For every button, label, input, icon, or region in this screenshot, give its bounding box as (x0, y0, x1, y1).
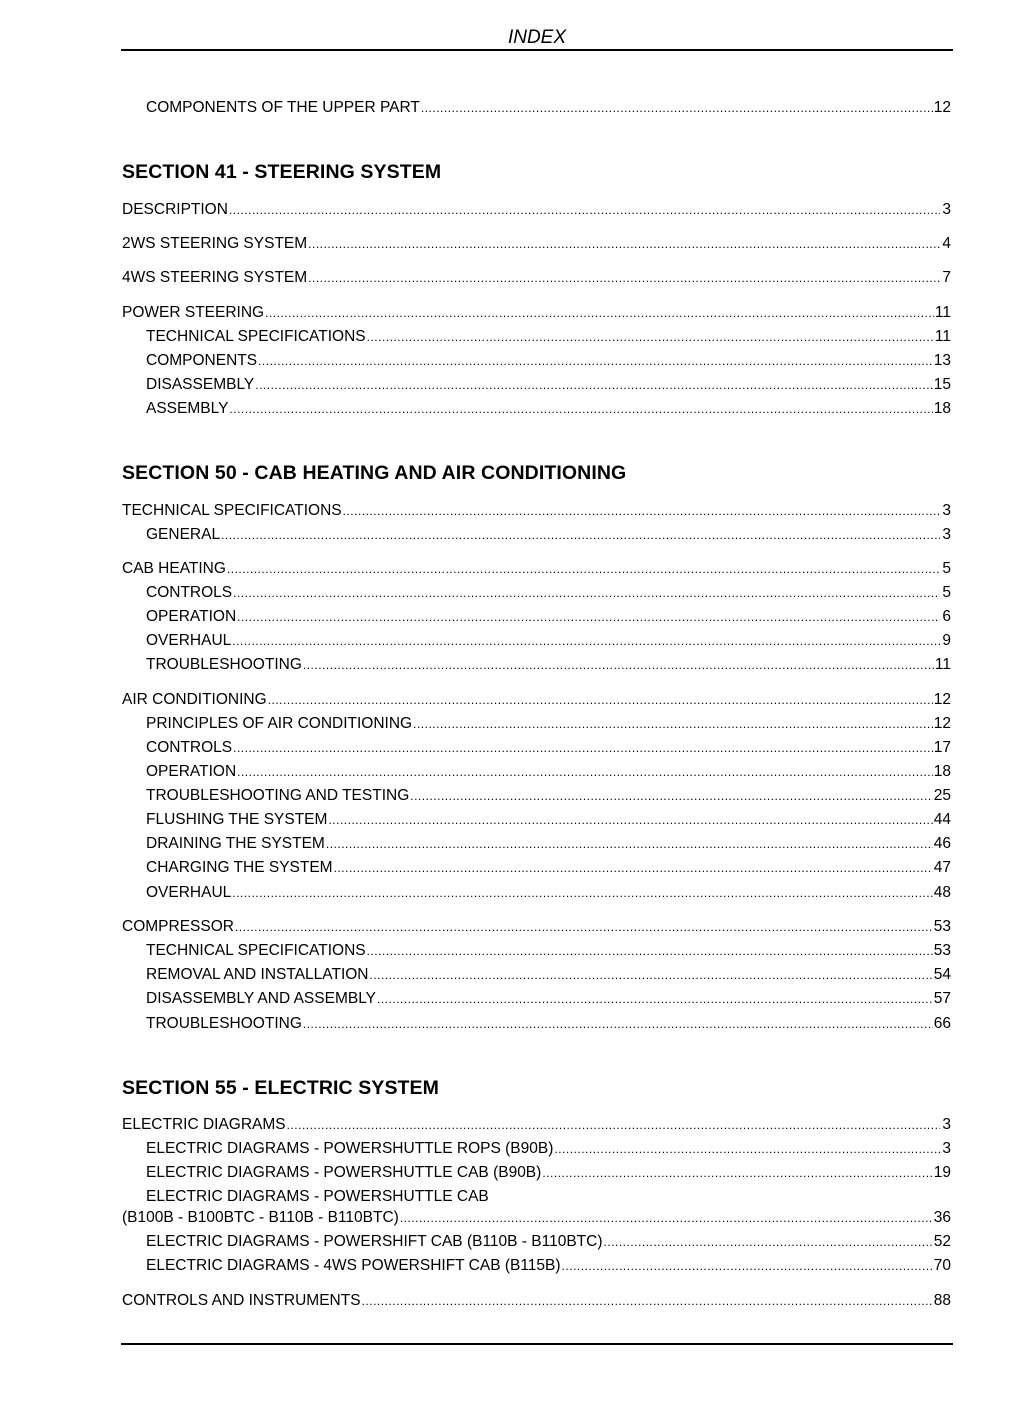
toc-entry-removal[interactable] (146, 966, 951, 984)
toc-entry-text: ELECTRIC DIAGRAMS - POWERSHUTTLE ROPS (B90B) (146, 1140, 554, 1157)
dot-leader (377, 990, 933, 1008)
toc-entry-assembly[interactable] (146, 400, 951, 418)
dot-leader (334, 859, 933, 877)
toc-entry-page: 48 (933, 884, 951, 901)
toc-entry-page: 53 (933, 942, 951, 959)
toc-entry-draining[interactable] (146, 835, 951, 853)
toc-entry-overhaul[interactable] (146, 884, 951, 902)
toc-entry-page: 13 (933, 352, 951, 369)
toc-entry-air-conditioning[interactable] (122, 691, 951, 709)
dot-leader (303, 1015, 933, 1033)
dot-leader (258, 352, 933, 370)
toc-entry-cab-heating[interactable] (122, 560, 951, 578)
toc-entry-text: DRAINING THE SYSTEM (146, 835, 325, 852)
dot-leader (232, 884, 932, 902)
toc-entry-page: 88 (933, 1292, 951, 1309)
toc-entry-text: REMOVAL AND INSTALLATION (146, 966, 369, 983)
dot-leader (233, 739, 933, 757)
toc-entry-page: 18 (933, 400, 951, 417)
toc-entry-text: COMPONENTS (146, 352, 258, 369)
toc-entry-page: 11 (934, 328, 951, 345)
toc-entry-page: 12 (933, 715, 951, 732)
dot-leader (235, 918, 933, 936)
toc-entry-flushing[interactable] (146, 811, 951, 829)
toc-entry-ed-cab-multi-line1[interactable]: ELECTRIC DIAGRAMS - POWERSHUTTLE CAB (146, 1188, 489, 1205)
toc-entry-text: COMPONENTS OF THE UPPER PART (146, 99, 420, 116)
toc-entry-page: 11 (934, 656, 951, 673)
toc-entry-2ws[interactable] (122, 235, 951, 253)
toc-entry-text: OPERATION (146, 763, 237, 780)
toc-entry-tech-spec[interactable] (146, 328, 951, 346)
toc-entry-page: 36 (933, 1209, 951, 1226)
toc-entry-page: 57 (933, 990, 951, 1007)
toc-entry-text: ELECTRIC DIAGRAMS - 4WS POWERSHIFT CAB (B115B) (146, 1257, 561, 1274)
toc-entry-disassembly[interactable] (146, 376, 951, 394)
dot-leader (410, 787, 932, 805)
dot-leader (362, 1292, 933, 1310)
dot-leader (221, 526, 940, 544)
dot-leader (237, 608, 940, 626)
dot-leader (233, 584, 940, 602)
toc-entry-text: OVERHAUL (146, 632, 232, 649)
toc-entry-page: 17 (933, 739, 951, 756)
toc-entry-page: 66 (933, 1015, 951, 1032)
toc-entry-ed-4ws[interactable] (146, 1257, 951, 1275)
toc-entry-ed-powershift[interactable] (146, 1233, 951, 1251)
toc-entry-text: COMPRESSOR (122, 918, 234, 935)
toc-entry-text: CONTROLS AND INSTRUMENTS (122, 1292, 361, 1309)
dot-leader (308, 235, 940, 253)
toc-entry-page: 3 (942, 1140, 951, 1157)
toc-entry-components-upper[interactable] (146, 99, 951, 117)
toc-entry-text: 2WS STEERING SYSTEM (122, 235, 308, 252)
dot-leader (400, 1209, 933, 1227)
toc-entry-text: TECHNICAL SPECIFICATIONS (122, 502, 342, 519)
dot-leader (229, 201, 940, 219)
toc-entry-text: CHARGING THE SYSTEM (146, 859, 333, 876)
dot-leader (265, 304, 934, 322)
toc-entry-page: 44 (933, 811, 951, 828)
toc-entry-description[interactable] (122, 201, 951, 219)
toc-entry-page: 12 (933, 691, 951, 708)
toc-entry-text: PRINCIPLES OF AIR CONDITIONING (146, 715, 413, 732)
toc-entry-electric-diagrams[interactable] (122, 1116, 951, 1134)
toc-entry-ed-rops[interactable] (146, 1140, 951, 1158)
toc-entry-page: 54 (933, 966, 951, 983)
toc-entry-page: 5 (942, 584, 951, 601)
section-41-title: SECTION 41 - STEERING SYSTEM (122, 161, 442, 183)
toc-entry-page: 70 (933, 1257, 951, 1274)
toc-entry-page: 46 (933, 835, 951, 852)
toc-entry-overhaul[interactable] (146, 632, 951, 650)
toc-entry-text: ELECTRIC DIAGRAMS - POWERSHUTTLE CAB (B90B) (146, 1164, 542, 1181)
dot-leader (343, 502, 940, 520)
dot-leader (227, 560, 940, 578)
toc-entry-page: 3 (942, 201, 951, 218)
dot-leader (229, 400, 932, 418)
toc-entry-text: ELECTRIC DIAGRAMS (122, 1116, 286, 1133)
dot-leader (367, 942, 933, 960)
dot-leader (308, 269, 940, 287)
toc-entry-text: OVERHAUL (146, 884, 232, 901)
toc-entry-page: 18 (933, 763, 951, 780)
toc-entry-page: 25 (933, 787, 951, 804)
dot-leader (421, 99, 933, 117)
toc-entry-text: ELECTRIC DIAGRAMS - POWERSHIFT CAB (B110B - B110BTC) (146, 1233, 603, 1250)
toc-entry-ed-cab-multi[interactable] (122, 1209, 951, 1227)
toc-entry-controls-instruments[interactable] (122, 1292, 951, 1310)
dot-leader (303, 656, 934, 674)
toc-entry-text: DESCRIPTION (122, 201, 228, 218)
dot-leader (367, 328, 934, 346)
toc-entry-page: 11 (934, 304, 951, 321)
toc-entry-text: POWER STEERING (122, 304, 265, 321)
dot-leader (562, 1257, 933, 1275)
toc-entry-page: 19 (933, 1164, 951, 1181)
toc-entry-tech-spec[interactable] (146, 942, 951, 960)
toc-entry-page: 4 (942, 235, 951, 252)
toc-entry-compressor[interactable] (122, 918, 951, 936)
toc-entry-page: 52 (933, 1233, 951, 1250)
toc-entry-text: DISASSEMBLY AND ASSEMBLY (146, 990, 377, 1007)
dot-leader (255, 376, 932, 394)
dot-leader (326, 835, 933, 853)
toc-entry-page: 7 (942, 269, 951, 286)
toc-entry-text: CONTROLS (146, 739, 233, 756)
toc-entry-tech-spec[interactable] (122, 502, 951, 520)
toc-entry-page: 9 (942, 632, 951, 649)
toc-entry-components[interactable] (146, 352, 951, 370)
dot-leader (328, 811, 932, 829)
dot-leader (287, 1116, 940, 1134)
section-55-title: SECTION 55 - ELECTRIC SYSTEM (122, 1077, 440, 1099)
toc-entry-4ws[interactable] (122, 269, 951, 287)
toc-entry-text: FLUSHING THE SYSTEM (146, 811, 328, 828)
toc-entry-text: GENERAL (146, 526, 221, 543)
toc-entry-page: 3 (942, 1116, 951, 1133)
toc-entry-text: CONTROLS (146, 584, 233, 601)
toc-entry-operation[interactable] (146, 763, 951, 781)
dot-leader (413, 715, 933, 733)
dot-leader (268, 691, 933, 709)
toc-entry-principles[interactable] (146, 715, 951, 733)
dot-leader (554, 1140, 940, 1158)
page-title: INDEX (507, 27, 567, 48)
toc-entry-page: 12 (933, 99, 951, 116)
toc-entry-disassembly-assembly[interactable] (146, 990, 951, 1008)
toc-entry-charging[interactable] (146, 859, 951, 877)
section-50-title: SECTION 50 - CAB HEATING AND AIR CONDITIONING (122, 462, 627, 484)
toc-entry-troubleshooting[interactable] (146, 656, 951, 674)
toc-entry-page: 6 (942, 608, 951, 625)
toc-entry-general[interactable] (146, 526, 951, 544)
header-rule (121, 49, 953, 51)
toc-entry-text: TECHNICAL SPECIFICATIONS (146, 328, 366, 345)
toc-entry-text: CAB HEATING (122, 560, 226, 577)
toc-entry-operation[interactable] (146, 608, 951, 626)
toc-entry-text: ASSEMBLY (146, 400, 229, 417)
toc-entry-troubleshooting-testing[interactable] (146, 787, 951, 805)
dot-leader (603, 1233, 932, 1251)
dot-leader (237, 763, 933, 781)
toc-entry-text: (B100B - B100BTC - B110B - B110BTC) (122, 1209, 399, 1226)
dot-leader (542, 1164, 932, 1182)
toc-entry-controls[interactable] (146, 584, 951, 602)
toc-entry-controls[interactable] (146, 739, 951, 757)
toc-entry-page: 5 (942, 560, 951, 577)
toc-entry-text: 4WS STEERING SYSTEM (122, 269, 308, 286)
dot-leader (232, 632, 940, 650)
footer-rule (121, 1343, 953, 1345)
toc-entry-text: TROUBLESHOOTING (146, 656, 302, 673)
toc-entry-ed-cab-b90b[interactable] (146, 1164, 951, 1182)
toc-entry-page: 3 (942, 526, 951, 543)
toc-entry-page: 3 (942, 502, 951, 519)
toc-entry-text: AIR CONDITIONING (122, 691, 267, 708)
toc-entry-power-steering[interactable] (122, 304, 951, 322)
toc-entry-text: DISASSEMBLY (146, 376, 255, 393)
toc-entry-page: 53 (933, 918, 951, 935)
toc-entry-text: TROUBLESHOOTING AND TESTING (146, 787, 410, 804)
dot-leader (370, 966, 933, 984)
toc-entry-troubleshooting[interactable] (146, 1015, 951, 1033)
toc-entry-page: 47 (933, 859, 951, 876)
toc-entry-text: TECHNICAL SPECIFICATIONS (146, 942, 366, 959)
toc-entry-text: TROUBLESHOOTING (146, 1015, 302, 1032)
toc-entry-page: 15 (933, 376, 951, 393)
toc-entry-text: OPERATION (146, 608, 237, 625)
